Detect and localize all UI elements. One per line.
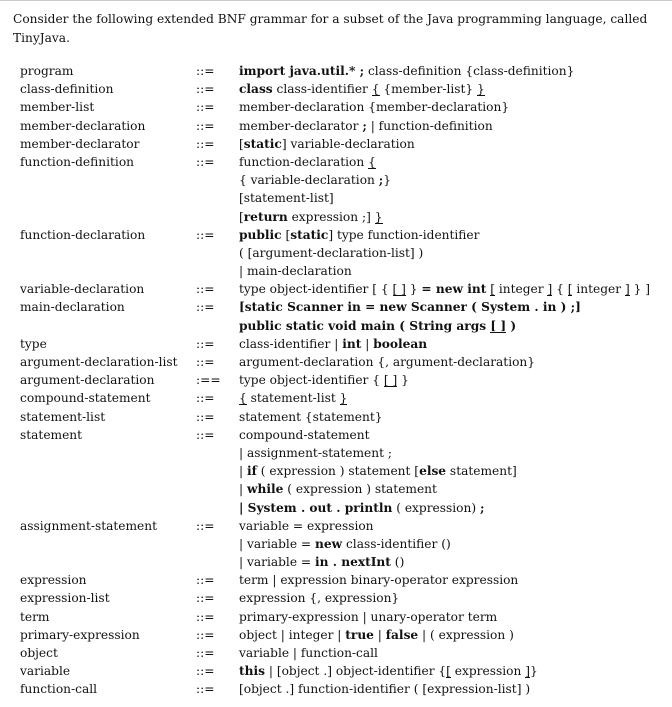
keyword-token: static: [290, 227, 329, 242]
production-text: }: [339, 391, 348, 406]
production-text: | main-declaration: [239, 264, 352, 279]
rule-production: [239, 571, 518, 589]
rule-operator: ::=: [196, 627, 215, 642]
rule-production: [239, 517, 374, 535]
rule-production: [239, 335, 427, 353]
keyword-token: ;: [362, 118, 367, 133]
keyword-token: | System . out . println: [239, 500, 393, 515]
production-text: |: [361, 336, 374, 351]
rule-production: [239, 662, 538, 680]
grammar-rule-row: [0, 535, 672, 553]
rule-production: [239, 244, 423, 262]
rule-production: [239, 589, 399, 607]
grammar-rule-row: [0, 389, 672, 407]
production-text: expression {, expression}: [239, 591, 400, 606]
rule-nonterminal: compound-statement: [20, 391, 151, 406]
rule-nonterminal: member-declaration: [20, 118, 146, 133]
grammar-rule-row: [0, 189, 672, 207]
keyword-token: ;: [378, 173, 384, 188]
rule-operator: ::=: [196, 118, 215, 133]
rule-nonterminal: statement: [20, 427, 83, 442]
rule-operator: ::=: [196, 664, 215, 679]
production-text: | assignment-statement ;: [239, 445, 392, 460]
production-text: integer: [572, 282, 625, 297]
production-text: expression ;]: [287, 209, 375, 224]
rule-production: [239, 480, 437, 498]
rule-operator: ::=: [196, 518, 215, 533]
keyword-token: class: [239, 82, 273, 97]
rule-production: [239, 462, 517, 480]
production-text: [: [239, 136, 244, 151]
keyword-token: = new int: [421, 282, 487, 297]
rule-production: [239, 189, 334, 207]
keyword-token: else: [419, 464, 447, 479]
rule-operator: ::=: [196, 427, 215, 442]
keyword-token: [ ]: [490, 318, 507, 333]
keyword-token: boolean: [373, 336, 428, 351]
grammar-rule-row: [0, 335, 672, 353]
rule-production: [239, 98, 509, 116]
intro-paragraph: Consider the following extended BNF grammar for a subset of the Java programming language, called TinyJava.: [13, 12, 648, 45]
keyword-token: int: [342, 336, 362, 351]
production-text: }: [374, 209, 383, 224]
rule-production: [239, 208, 383, 226]
rule-operator: :==: [196, 373, 221, 388]
rule-production: [239, 80, 485, 98]
rule-operator: ::=: [196, 64, 215, 78]
production-text: {: [371, 82, 380, 97]
keyword-token: public static void main ( String args: [239, 318, 491, 333]
production-text: [: [239, 209, 244, 224]
rule-nonterminal: variable: [20, 664, 71, 679]
production-text: [statement-list]: [239, 191, 334, 206]
grammar-rule-row: [0, 480, 672, 498]
grammar-rule-row: [0, 153, 672, 171]
production-text: | function-definition: [366, 118, 493, 133]
production-text: ]: [547, 282, 553, 297]
grammar-rule-row: [0, 171, 672, 189]
production-text: ( expression): [392, 500, 480, 515]
grammar-rule-row: [0, 226, 672, 244]
rule-production: [239, 280, 650, 298]
production-text: {: [552, 282, 568, 297]
rule-nonterminal: type: [20, 336, 47, 351]
rule-operator: ::=: [196, 227, 215, 242]
rule-nonterminal: function-declaration: [20, 227, 146, 242]
rule-production: [239, 62, 574, 80]
rule-nonterminal: statement-list: [20, 409, 106, 424]
keyword-token: true: [345, 627, 374, 642]
grammar-rule-row: [0, 662, 672, 680]
rule-nonterminal: main-declaration: [20, 300, 125, 315]
rule-operator: ::=: [196, 282, 215, 297]
rule-production: [239, 408, 382, 426]
production-text: }: [529, 664, 538, 679]
production-text: {: [368, 154, 376, 169]
keyword-token: ): [506, 318, 517, 333]
production-text: {member-list}: [379, 82, 478, 97]
grammar-rule-row: [0, 444, 672, 462]
bnf-grammar-table: [0, 62, 672, 699]
production-text: class-definition {class-definition}: [364, 64, 575, 78]
rule-nonterminal: term: [20, 609, 50, 624]
production-text: | variable =: [239, 536, 315, 551]
production-text: }: [383, 173, 392, 188]
rule-operator: ::=: [196, 573, 215, 588]
keyword-token: false: [385, 627, 419, 642]
rule-production: [239, 262, 352, 280]
production-text: class-identifier: [272, 82, 372, 97]
production-text: ( expression ) statement [: [256, 464, 420, 479]
grammar-rule-row: [0, 62, 672, 80]
production-text: ]: [525, 664, 530, 679]
grammar-rule-row: [0, 499, 672, 517]
rule-production: [239, 353, 535, 371]
rule-production: [239, 389, 347, 407]
rule-operator: ::=: [196, 355, 215, 369]
production-text: function-declaration: [239, 154, 369, 169]
keyword-token: if: [246, 464, 257, 479]
production-text: argument-declaration {, argument-declaration}: [239, 355, 536, 369]
grammar-rule-row: [0, 517, 672, 535]
grammar-rule-row: [0, 298, 672, 316]
grammar-rule-row: [0, 553, 672, 571]
rule-operator: ::=: [196, 591, 215, 606]
production-text: {: [239, 391, 247, 406]
keyword-token: public: [239, 227, 282, 242]
rule-nonterminal: variable-declaration: [20, 282, 145, 297]
rule-operator: ::=: [196, 391, 215, 406]
keyword-token: in . nextInt: [315, 555, 391, 570]
grammar-rule-row: [0, 644, 672, 662]
rule-production: [239, 535, 451, 553]
rule-production: [239, 153, 376, 171]
rule-operator: ::=: [196, 646, 215, 660]
production-text: ( [argument-declaration-list] ): [239, 245, 424, 260]
grammar-rule-row: [0, 408, 672, 426]
rule-operator: ::=: [196, 100, 215, 115]
rule-production: [239, 371, 409, 389]
keyword-token: this: [239, 664, 265, 679]
production-text: { variable-declaration: [239, 173, 379, 188]
grammar-rule-row: [0, 98, 672, 116]
rule-production: [239, 644, 378, 662]
rule-nonterminal: member-declarator: [20, 136, 140, 151]
grammar-rule-row: [0, 80, 672, 98]
production-text: term | expression binary-operator expression: [239, 573, 519, 588]
grammar-rule-row: [0, 317, 672, 335]
production-text: member-declaration {member-declaration}: [239, 100, 510, 115]
production-text: statement {statement}: [239, 409, 383, 424]
grammar-rule-row: [0, 208, 672, 226]
production-text: ] type function-identifier: [328, 227, 480, 242]
keyword-token: return: [243, 209, 288, 224]
production-text: [ ]: [392, 282, 406, 297]
rule-operator: ::=: [196, 82, 215, 97]
rule-nonterminal: object: [20, 646, 58, 660]
rule-production: [239, 499, 485, 517]
production-text: class-identifier |: [239, 336, 343, 351]
rule-production: [239, 553, 404, 571]
keyword-token: static: [243, 136, 282, 151]
rule-operator: ::=: [196, 300, 215, 315]
grammar-rule-row: [0, 117, 672, 135]
rule-nonterminal: program: [20, 64, 74, 78]
rule-operator: ::=: [196, 154, 215, 169]
grammar-rule-row: [0, 462, 672, 480]
grammar-rule-row: [0, 589, 672, 607]
production-text: }: [477, 82, 485, 97]
production-text: | [object .] object-identifier {: [264, 664, 447, 679]
rule-production: [239, 426, 370, 444]
production-text: compound-statement: [239, 427, 370, 442]
production-text: class-identifier (): [342, 536, 451, 551]
rule-operator: ::=: [196, 336, 215, 351]
rule-production: [239, 680, 530, 698]
grammar-rule-row: [0, 426, 672, 444]
rule-nonterminal: argument-declaration: [20, 373, 155, 388]
production-text: integer: [494, 282, 548, 297]
production-text: | ( expression ): [418, 627, 514, 642]
rule-operator: ::=: [196, 609, 215, 624]
keyword-token: while: [246, 482, 284, 497]
production-text: (): [390, 555, 405, 570]
production-text: |: [239, 464, 247, 479]
rule-production: [239, 608, 497, 626]
keyword-token: ;: [480, 500, 485, 515]
production-text: [: [567, 282, 573, 297]
rule-operator: ::=: [196, 136, 215, 151]
production-text: variable = expression: [239, 518, 374, 533]
production-text: [: [446, 664, 451, 679]
rule-production: [239, 317, 516, 335]
grammar-rule-row: [0, 244, 672, 262]
rule-production: [239, 226, 479, 244]
rule-production: [239, 626, 514, 644]
production-text: ( expression ) statement: [283, 482, 437, 497]
grammar-rule-row: [0, 371, 672, 389]
production-text: [object .] function-identifier ( [expression-list] ): [239, 682, 531, 697]
production-text: |: [239, 482, 247, 497]
rule-nonterminal: function-definition: [20, 154, 135, 169]
grammar-rule-row: [0, 571, 672, 589]
rule-nonterminal: assignment-statement: [20, 518, 158, 533]
production-text: }: [397, 373, 409, 388]
production-text: expression: [450, 664, 526, 679]
production-text: member-declarator: [239, 118, 363, 133]
keyword-token: [static Scanner in = new Scanner ( System . in ) ;]: [239, 300, 581, 315]
grammar-rule-row: [0, 353, 672, 371]
rule-production: [239, 444, 392, 462]
rule-operator: ::=: [196, 682, 215, 697]
rule-production: [239, 117, 493, 135]
grammar-rule-row: [0, 262, 672, 280]
production-text: object | integer |: [239, 627, 346, 642]
rule-operator: ::=: [196, 409, 215, 424]
rule-nonterminal: primary-expression: [20, 627, 140, 642]
grammar-rule-row: [0, 280, 672, 298]
production-text: [: [490, 282, 495, 297]
production-text: statement]: [446, 464, 517, 479]
rule-production: [239, 171, 391, 189]
grammar-rule-row: [0, 608, 672, 626]
keyword-token: import java.util.* ;: [239, 64, 365, 78]
production-text: statement-list: [246, 391, 340, 406]
grammar-rule-row: [0, 626, 672, 644]
production-text: [ ]: [383, 373, 398, 388]
production-text: }: [405, 282, 422, 297]
production-text: ]: [624, 282, 630, 297]
production-text: type object-identifier {: [239, 373, 384, 388]
rule-production: [239, 298, 581, 316]
rule-nonterminal: class-definition: [20, 82, 114, 97]
production-text: | variable =: [239, 555, 315, 570]
grammar-rule-row: [0, 135, 672, 153]
production-text: primary-expression | unary-operator term: [239, 609, 498, 624]
production-text: |: [373, 627, 386, 642]
production-text: ] variable-declaration: [281, 136, 415, 151]
rule-nonterminal: member-list: [20, 100, 95, 115]
rule-nonterminal: expression: [20, 573, 87, 588]
production-text: } ]: [629, 282, 650, 297]
rule-nonterminal: expression-list: [20, 591, 110, 606]
production-text: variable | function-call: [239, 646, 378, 660]
production-text: type object-identifier [ {: [239, 282, 393, 297]
rule-nonterminal: argument-declaration-list: [20, 355, 178, 369]
production-text: [: [281, 227, 291, 242]
rule-production: [239, 135, 415, 153]
keyword-token: new: [315, 536, 343, 551]
rule-nonterminal: function-call: [20, 682, 98, 697]
grammar-rule-row: [0, 680, 672, 698]
